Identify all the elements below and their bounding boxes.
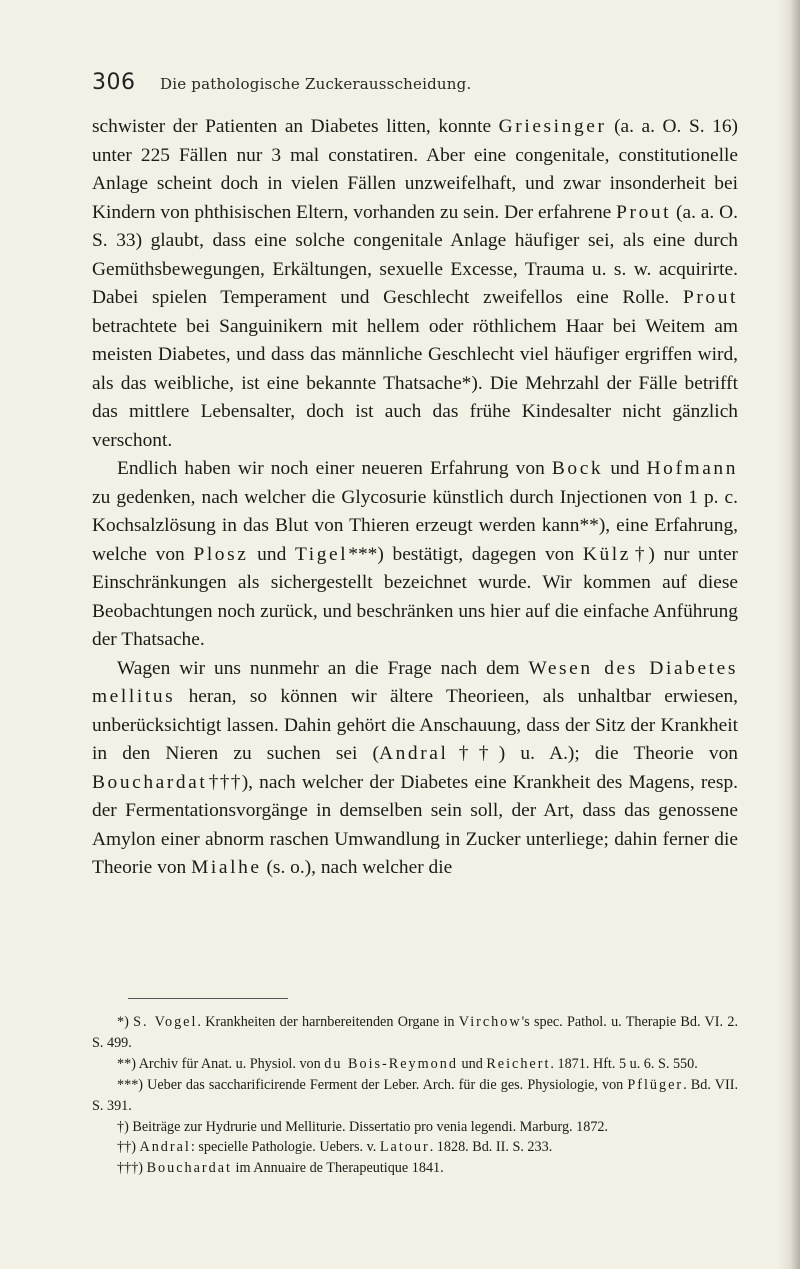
author-name: Pflüger xyxy=(627,1076,684,1093)
footnote-6 xyxy=(92,1158,738,1179)
paragraph-1 xyxy=(92,113,738,455)
author-name: Latour xyxy=(379,1139,430,1156)
text-run: : specielle Pathologie. Uebers. v. xyxy=(190,1139,380,1156)
author-name: Griesinger xyxy=(498,116,607,137)
footnote-mark: **) xyxy=(117,1055,139,1072)
footnote-mark: ††) xyxy=(117,1139,140,1156)
text-run: und xyxy=(457,1055,487,1072)
author-name: Prout xyxy=(682,287,738,308)
text-run: Wagen wir uns nunmehr an die Frage nach dem xyxy=(117,657,529,679)
footnote-1 xyxy=(92,1012,738,1054)
text-run: Beiträge zur Hydrurie und Melliturie. Dissertatio pro venia legendi. Marburg. 1872. xyxy=(132,1118,609,1135)
body-text xyxy=(92,113,738,883)
text-run: Archiv für Anat. u. Physiol. von xyxy=(138,1055,325,1072)
text-run: . 1871. Hft. 5 u. 6. S. 550. xyxy=(550,1055,698,1072)
text-run: . Krankheiten der harnbereitenden Organe in xyxy=(197,1014,459,1030)
text-run: ††) u. A.); die Theorie von xyxy=(448,743,738,764)
author-name: Bouchardat xyxy=(92,771,208,793)
footnote-2 xyxy=(92,1054,738,1075)
text-run: heran, so können wir ältere Theorieen, als unhaltbar erwiesen, unberücksichtigt lassen. Dahin gehört die Anschauung, dass der Sitz der Krankheit in den Nieren zu suchen sei ( xyxy=(92,686,738,764)
author-name: S. Vogel xyxy=(133,1014,198,1030)
author-name: Külz xyxy=(582,543,631,565)
author-name: Mialhe xyxy=(191,857,262,878)
footnote-5 xyxy=(92,1137,738,1158)
text-run: zu gedenken, nach welcher die Glycosurie künstlich durch Injectionen von 1 p. c. Kochsalzlösung in das Blut von Thieren erzeugt werden kann**), eine Erfahrung, welche von xyxy=(92,486,738,565)
text-run: betrachtete bei Sanguinikern mit hellem oder röthlichem Haar bei Weitem am meisten Diabetes, und dass das männliche Geschlecht viel häufiger ergriffen wird, als das weibliche, ist eine bekannte Thatsache*). Die Mehrzahl der Fälle betrifft das mittlere Lebensalter, doch ist auch das frühe Kindesalter nicht gänzlich verschont. xyxy=(92,315,738,451)
author-name: du Bois-Reymond xyxy=(324,1055,458,1072)
author-name: Virchow xyxy=(458,1014,522,1030)
paragraph-2 xyxy=(92,455,738,655)
text-run: schwister der Patienten an Diabetes litten, konnte xyxy=(92,116,499,137)
footnote-divider xyxy=(128,998,288,999)
footnote-mark: *) xyxy=(117,1014,134,1030)
footnotes xyxy=(92,1012,738,1179)
text-run: ***) bestätigt, dagegen von xyxy=(348,543,583,565)
author-name: Andral xyxy=(379,743,449,764)
footnote-mark: †††) xyxy=(117,1160,147,1177)
text-run: (s. o.), nach welcher die xyxy=(261,857,453,878)
text-run: im Annuaire de Therapeutique 1841. xyxy=(231,1160,444,1177)
text-run: Endlich haben wir noch einer neueren Erfahrung von xyxy=(117,458,552,479)
page-edge-shadow xyxy=(778,0,800,1269)
footnote-mark: †) xyxy=(117,1118,133,1135)
author-name: Bouchardat xyxy=(146,1160,232,1177)
text-run: und xyxy=(603,458,647,479)
paragraph-3 xyxy=(92,655,738,883)
running-head: Die pathologische Zuckerausscheidung. xyxy=(160,75,472,93)
text-run: 's spec. Pathol. u. Therapie Bd. VI. 2. S. 499. xyxy=(92,1014,738,1051)
page-number: 306 xyxy=(92,70,136,95)
text-run: (a. a. O. S. 33) glaubt, dass eine solche congenitale Anlage häufiger sei, als eine durch Gemüthsbewegungen, Erkältungen, sexuelle Excesse, Trauma u. s. w. acquirirte. Dabei spielen Temperament und Geschlecht zweifellos eine Rolle. xyxy=(92,201,738,308)
author-name: Plosz xyxy=(193,543,249,565)
text-run: . Bd. VII. S. 391. xyxy=(92,1076,739,1114)
text-run: . 1828. Bd. II. S. 233. xyxy=(429,1139,553,1156)
text-run: Ueber das saccharificirende Ferment der Leber. Arch. für die ges. Physiologie, von xyxy=(147,1076,628,1093)
text-run: (a. a. O. S. 16) unter 225 Fällen nur 3 mal constatiren. Aber eine congenitale, constitutionelle Anlage scheint doch in vielen Fällen unzweifelhaft, und zwar insonderheit bei Kindern von phthisischen Eltern, vorhanden zu sein. Der erfahrene xyxy=(92,116,738,223)
author-name: Reichert xyxy=(486,1055,551,1072)
page-header xyxy=(92,68,732,102)
author-name: Hofmann xyxy=(646,458,738,479)
author-name: Prout xyxy=(616,201,672,223)
author-name: Andral xyxy=(139,1139,191,1156)
author-name: Tigel xyxy=(295,543,349,565)
text-run: †††), nach welcher der Diabetes eine Krankheit des Magens, resp. der Fermentationsvorgänge in demselben sein soll, der Art, dass das genossene Amylon einer abnorm raschen Umwandlung in Zucker unterliege; dahin ferner die Theorie von xyxy=(92,771,738,878)
author-name: Bock xyxy=(551,458,604,479)
footnote-3 xyxy=(92,1075,738,1117)
text-run: und xyxy=(248,543,295,565)
text-run: †) nur unter Einschränkungen als sichergestellt bezeichnet wurde. Wir kommen auf diese Beobachtungen noch zurück, und beschränken uns hier auf die einfache Anführung der Thatsache. xyxy=(92,543,739,650)
emphasized-term: Wesen des Diabetes mellitus xyxy=(92,657,738,707)
footnote-4 xyxy=(92,1117,738,1138)
footnote-mark: ***) xyxy=(117,1076,148,1093)
